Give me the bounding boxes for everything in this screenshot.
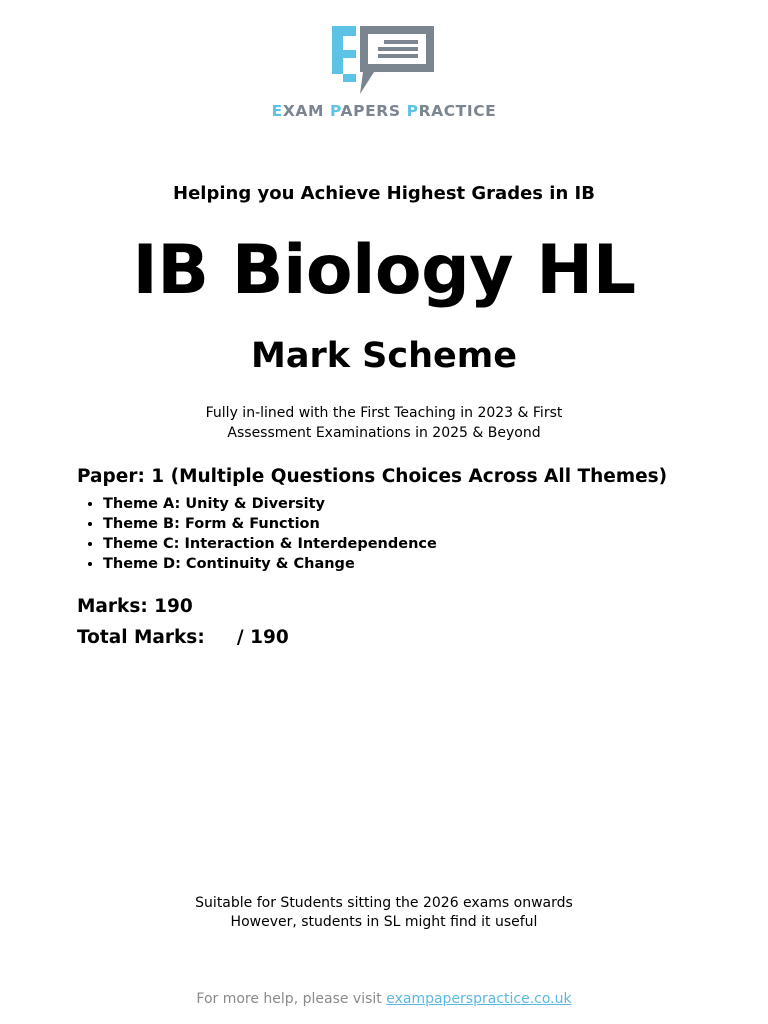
speech-bubble-document-icon [332,24,436,96]
page-subtitle: Mark Scheme [251,336,517,376]
logo-word: XAM [282,102,330,120]
description-line: Assessment Examinations in 2025 & Beyond [227,425,541,441]
total-marks-label: Total Marks: / 190 [77,627,289,648]
theme-item: • Theme C: Interaction & Interdependence [103,534,437,554]
page-title: IB Biology HL [132,231,636,310]
logo-initial: P [330,102,341,120]
description-line: Fully in-lined with the First Teaching in 2023 & First [205,405,563,421]
footer-text: For more help, please visit [196,991,387,1007]
theme-item: • Theme B: Form & Function [103,514,437,534]
suitability-note [0,894,768,932]
marks-label: Marks: 190 [77,596,193,617]
tagline: Helping you Achieve Highest Grades in IB [173,183,595,204]
website-link[interactable]: exampaperspractice.co.uk [386,991,572,1007]
theme-item: • Theme D: Continuity & Change [103,554,437,574]
footer [0,991,768,1007]
suitability-line: Suitable for Students sitting the 2026 exams onwards [195,895,573,911]
logo-word: RACTICE [418,102,497,120]
logo-initial: P [406,102,419,120]
logo-word: APERS [340,102,407,120]
logo-initial: E [271,102,283,120]
logo [0,24,768,120]
description [0,403,768,443]
logo-wordmark [0,102,768,120]
suitability-line: However, students in SL might find it useful [230,914,538,930]
theme-list [77,494,437,574]
paper-heading: Paper: 1 (Multiple Questions Choices Across All Themes) [77,466,668,487]
theme-item: • Theme A: Unity & Diversity [103,494,437,514]
